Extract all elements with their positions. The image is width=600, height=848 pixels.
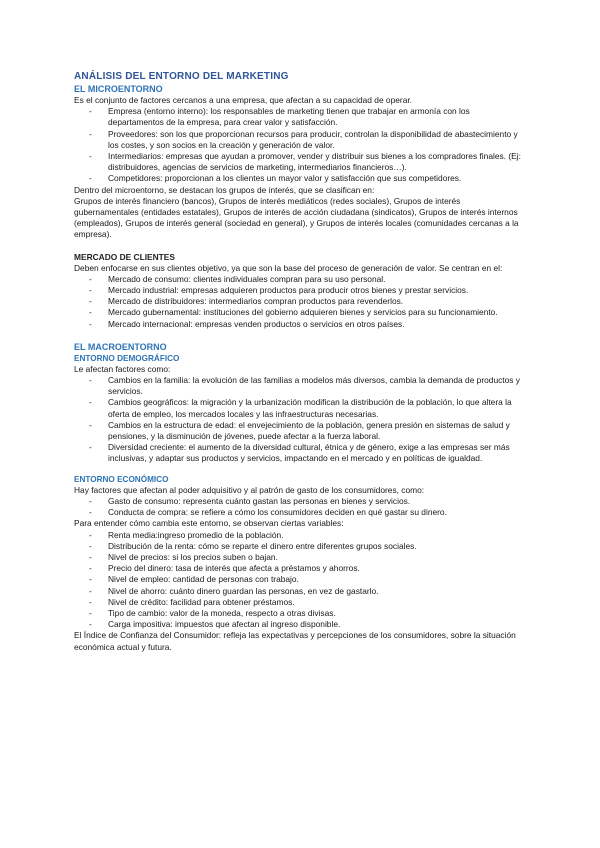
list-item: - Tipo de cambio: valor de la moneda, respecto a otras divisas. <box>74 608 526 619</box>
mercado-clientes-heading: MERCADO DE CLIENTES <box>74 251 175 262</box>
list-item: - Cambios en la familia: la evolución de las familias a modelos más diversos, cambia la demanda de productos y servicios. <box>74 375 526 397</box>
microentorno-list <box>74 106 526 184</box>
list-item: - Mercado industrial: empresas adquieren productos para producir otros bienes y prestar servicios. <box>74 285 526 296</box>
list-item: - Cambios geográficos: la migración y la urbanización modifican la distribución de la población, lo que altera la oferta de empleo, los mercados locales y las infraestructuras necesarias. <box>74 397 526 419</box>
list-item: - Cambios en la estructura de edad: el envejecimiento de la población, genera presión en sistemas de salud y pensiones, y la disminución de jóvenes, puede afectar a la fuerza laboral. <box>74 420 526 442</box>
entorno-economico-heading: ENTORNO ECONÓMICO <box>74 474 169 484</box>
list-item: - Diversidad creciente: el aumento de la diversidad cultural, étnica y de género, exige a las empresas ser más inclusivas, y adaptar sus productos y servicios, impactando en el mercado y en políticas de igualdad. <box>74 442 526 464</box>
entorno-demografico-intro: Le afectan factores como: <box>74 363 171 374</box>
list-item: - Gasto de consumo: representa cuánto gastan las personas en bienes y servicios. <box>74 496 526 507</box>
indice-confianza-text: El Índice de Confianza del Consumidor: refleja las expectativas y percepciones de los consumidores, sobre la situación económica actual y futura. <box>74 630 516 652</box>
grupos-interes-text: Grupos de interés financiero (bancos), Grupos de interés mediáticos (redes sociales), Grupos de interés gubernamentales (entidades estatales), Grupos de interés de acción ciudadana (sindicatos), Grupos de interés internos (empleados), Grupos de interés general (sociedad en general), y Grupos de interés locales (comunidades cercanas a la empresa). <box>74 195 519 240</box>
list-item: - Distribución de la renta: cómo se reparte el dinero entre diferentes grupos sociales. <box>74 541 526 552</box>
list-item: - Mercado internacional: empresas venden productos o servicios en otros países. <box>74 319 526 330</box>
spacer <box>74 330 526 341</box>
variables-list <box>74 530 526 631</box>
list-item: - Precio del dinero: tasa de interés que afecta a préstamos y ahorros. <box>74 563 526 574</box>
macroentorno-heading: EL MACROENTORNO <box>74 341 167 352</box>
spacer <box>74 465 526 474</box>
list-item: - Nivel de empleo: cantidad de personas con trabajo. <box>74 574 526 585</box>
list-item: - Nivel de ahorro: cuánto dinero guardan las personas, en vez de gastarlo. <box>74 586 526 597</box>
list-item: - Competidores: proporcionan a los clientes un mayor valor y satisfacción que sus competidores. <box>74 173 526 184</box>
list-item: - Conducta de compra: se refiere a cómo los consumidores deciden en qué gastar su dinero. <box>74 507 526 518</box>
list-item: - Renta media:ingreso promedio de la población. <box>74 530 526 541</box>
list-item: - Mercado de consumo: clientes individuales compran para su uso personal. <box>74 274 526 285</box>
entorno-demografico-list <box>74 375 526 465</box>
document-title: ANÁLISIS DEL ENTORNO DEL MARKETING <box>74 71 289 82</box>
list-item: - Mercado gubernamental: instituciones del gobierno adquieren bienes y servicios para su funcionamiento. <box>74 307 526 318</box>
list-item: - Mercado de distribuidores: intermediarios compran productos para revenderlos. <box>74 296 526 307</box>
microentorno-intro: Es el conjunto de factores cercanos a una empresa, que afectan a su capacidad de operar. <box>74 95 413 105</box>
variables-intro: Para entender cómo cambia este entorno, se observan ciertas variables: <box>74 518 344 529</box>
grupos-interes-intro: Dentro del microentorno, se destacan los grupos de interés, que se clasifican en: <box>74 184 375 195</box>
document-body <box>74 70 526 653</box>
list-item: - Nivel de precios: si los precios suben o bajan. <box>74 552 526 563</box>
entorno-economico-list <box>74 496 526 518</box>
list-item: - Proveedores: son los que proporcionan recursos para producir, controlan la disponibilidad de abastecimiento y los costes, y son socios en la creación y generación de valor. <box>74 129 526 151</box>
entorno-demografico-heading: ENTORNO DEMOGRÁFICO <box>74 353 180 363</box>
list-item: - Empresa (entorno interno): los responsables de marketing tienen que trabajar en armonía con los departamentos de la empresa, para crear valor y satisfacción. <box>74 106 526 128</box>
list-item: - Intermediarios: empresas que ayudan a promover, vender y distribuir sus bienes a los compradores finales. (Ej: distribuidores, agencias de servicios de marketing, intermediarios financieros…). <box>74 151 526 173</box>
spacer <box>74 241 526 252</box>
microentorno-heading: EL MICROENTORNO <box>74 84 163 94</box>
mercado-clientes-list <box>74 274 526 330</box>
entorno-economico-intro: Hay factores que afectan al poder adquisitivo y al patrón de gasto de los consumidores, como: <box>74 484 425 495</box>
mercado-clientes-intro: Deben enfocarse en sus clientes objetivo, ya que son la base del proceso de generación de valor. Se centran en el: <box>74 262 503 273</box>
list-item: - Carga impositiva: impuestos que afectan al ingreso disponible. <box>74 619 526 630</box>
list-item: - Nivel de crédito: facilidad para obtener préstamos. <box>74 597 526 608</box>
